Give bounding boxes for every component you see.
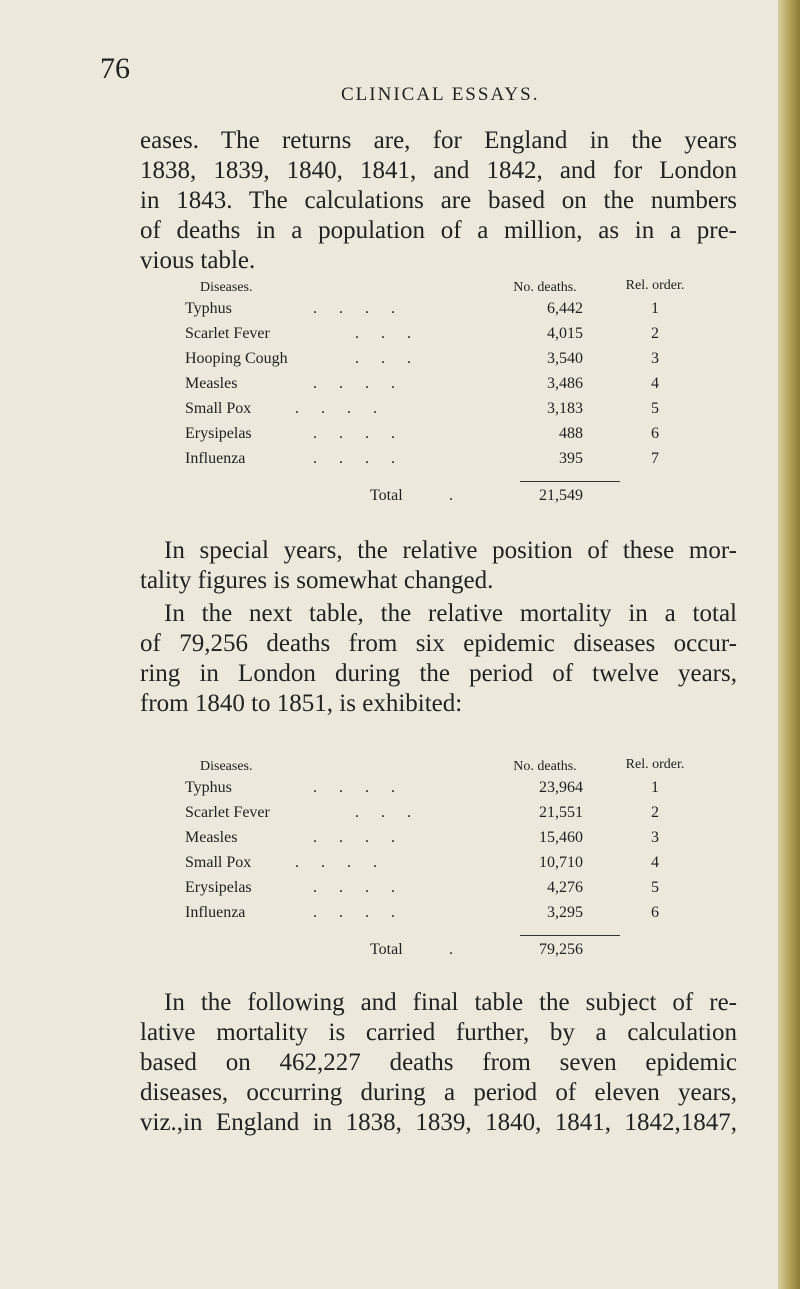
relative-order: 3 <box>651 829 659 846</box>
column-header-order: Rel. order. <box>625 278 685 293</box>
disease-name: Small Pox <box>185 400 252 417</box>
leader-dots: . <box>449 941 453 958</box>
total-rule <box>520 935 620 936</box>
relative-order: 5 <box>651 400 659 417</box>
page-edge <box>778 0 800 1289</box>
text-line: based on 462,227 deaths from seven epidemic <box>140 1049 737 1076</box>
leader-dots: ... <box>355 350 433 367</box>
death-count: 488 <box>559 425 583 442</box>
relative-order: 2 <box>651 804 659 821</box>
text-line: from 1840 to 1851, is exhibited: <box>140 690 463 717</box>
leader-dots: ... <box>355 804 433 821</box>
disease-name: Scarlet Fever <box>185 325 270 342</box>
death-count: 6,442 <box>547 300 583 317</box>
disease-name: Measles <box>185 375 238 392</box>
page-number: 76 <box>100 52 130 85</box>
death-count: 3,486 <box>547 375 583 392</box>
text-line: 1838, 1839, 1840, 1841, and 1842, and for London <box>140 157 737 184</box>
paragraph-final-table <box>140 988 737 1138</box>
leader-dots: ... <box>355 325 433 342</box>
relative-order: 2 <box>651 325 659 342</box>
disease-name: Influenza <box>185 450 246 467</box>
leader-dots: .... <box>313 829 417 846</box>
relative-order: 5 <box>651 879 659 896</box>
rule-row <box>185 929 705 941</box>
table-row <box>185 300 705 325</box>
table-row <box>185 779 705 804</box>
relative-order: 7 <box>651 450 659 467</box>
leader-dots: .... <box>295 400 399 417</box>
disease-name: Typhus <box>185 779 232 796</box>
text-line: viz.,in England in 1838, 1839, 1840, 1841, 1842,1847, <box>140 1109 737 1136</box>
leader-dots: .... <box>313 904 417 921</box>
death-count: 23,964 <box>539 779 583 796</box>
disease-name: Hooping Cough <box>185 350 288 367</box>
disease-name: Erysipelas <box>185 879 252 896</box>
total-value: 79,256 <box>539 941 583 958</box>
relative-order: 1 <box>651 779 659 796</box>
table-row <box>185 854 705 879</box>
disease-name: Influenza <box>185 904 246 921</box>
text-line: of deaths in a population of a million, as in a pre- <box>140 217 737 244</box>
column-header-deaths: No. deaths. <box>513 280 577 295</box>
leader-dots: .... <box>295 854 399 871</box>
leader-dots: .... <box>313 300 417 317</box>
table-row <box>185 829 705 854</box>
disease-name: Erysipelas <box>185 425 252 442</box>
death-count: 3,183 <box>547 400 583 417</box>
text-line: ring in London during the period of twelve years, <box>140 660 737 687</box>
table-row <box>185 325 705 350</box>
table-row <box>185 879 705 904</box>
table-row <box>185 350 705 375</box>
paragraph-next-table <box>140 599 737 719</box>
total-rule <box>520 481 620 482</box>
table-row <box>185 904 705 929</box>
relative-order: 4 <box>651 375 659 392</box>
paragraph-special-years <box>140 536 737 596</box>
death-count: 4,015 <box>547 325 583 342</box>
table-row <box>185 375 705 400</box>
column-header-diseases: Diseases. <box>200 759 253 774</box>
leader-dots: .... <box>313 375 417 392</box>
table-row <box>185 400 705 425</box>
disease-name: Scarlet Fever <box>185 804 270 821</box>
column-header-deaths: No. deaths. <box>513 759 577 774</box>
death-count: 4,276 <box>547 879 583 896</box>
leader-dots: .... <box>313 879 417 896</box>
leader-dots: .... <box>313 425 417 442</box>
rule-row <box>185 475 705 487</box>
text-line: vious table. <box>140 247 256 274</box>
relative-order: 1 <box>651 300 659 317</box>
death-count: 395 <box>559 450 583 467</box>
leader-dots: .... <box>313 450 417 467</box>
death-count: 10,710 <box>539 854 583 871</box>
death-count: 15,460 <box>539 829 583 846</box>
table-header-row <box>185 278 705 300</box>
mortality-table-2 <box>185 757 705 969</box>
text-line: tality figures is somewhat changed. <box>140 567 494 594</box>
disease-name: Measles <box>185 829 238 846</box>
leader-dots: . <box>449 487 453 504</box>
disease-name: Small Pox <box>185 854 252 871</box>
text-line: lative mortality is carried further, by a calculation <box>140 1019 737 1046</box>
paragraph-intro <box>140 126 737 276</box>
death-count: 3,540 <box>547 350 583 367</box>
relative-order: 4 <box>651 854 659 871</box>
total-label: Total <box>370 941 403 958</box>
text-line: In the following and final table the subject of re- <box>164 989 737 1016</box>
death-count: 3,295 <box>547 904 583 921</box>
text-line: diseases, occurring during a period of eleven years, <box>140 1079 737 1106</box>
text-line: In the next table, the relative mortality in a total <box>164 600 737 627</box>
table-header-row <box>185 757 705 779</box>
death-count: 21,551 <box>539 804 583 821</box>
total-value: 21,549 <box>539 487 583 504</box>
disease-name: Typhus <box>185 300 232 317</box>
column-header-order: Rel. order. <box>625 757 685 772</box>
text-line: eases. The returns are, for England in the years <box>140 127 737 154</box>
total-row <box>185 487 705 515</box>
text-line: in 1843. The calculations are based on the numbers <box>140 187 737 214</box>
table-row <box>185 450 705 475</box>
text-line: In special years, the relative position of these mor- <box>164 537 737 564</box>
total-row <box>185 941 705 969</box>
total-label: Total <box>370 487 403 504</box>
relative-order: 6 <box>651 425 659 442</box>
running-head: CLINICAL ESSAYS. <box>341 84 540 105</box>
column-header-diseases: Diseases. <box>200 280 253 295</box>
leader-dots: .... <box>313 779 417 796</box>
relative-order: 3 <box>651 350 659 367</box>
relative-order: 6 <box>651 904 659 921</box>
text-line: of 79,256 deaths from six epidemic diseases occur- <box>140 630 737 657</box>
table-row <box>185 804 705 829</box>
mortality-table-1 <box>185 278 705 515</box>
table-row <box>185 425 705 450</box>
